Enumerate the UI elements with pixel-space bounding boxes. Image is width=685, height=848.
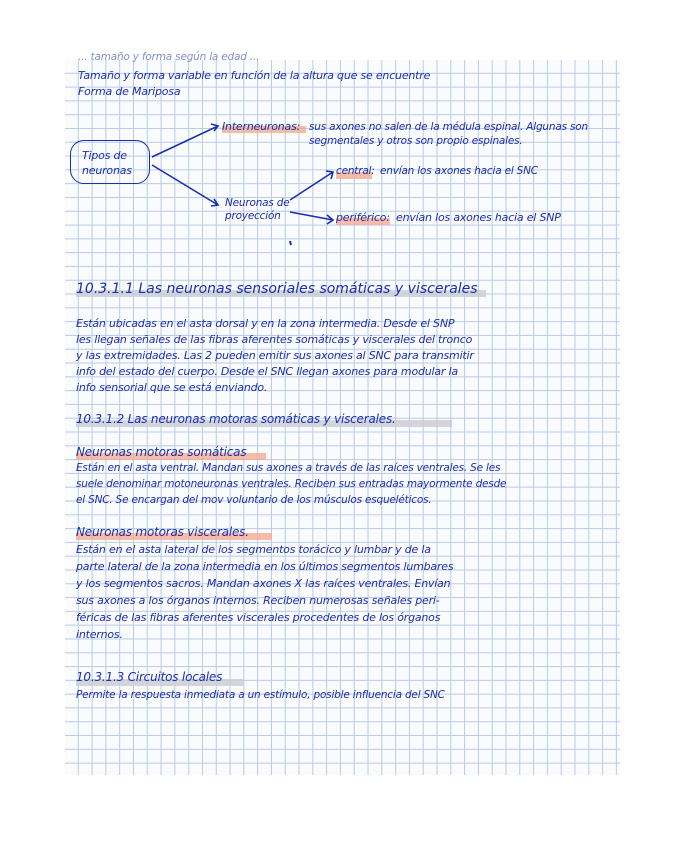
arrow-to-proyeccion — [152, 165, 218, 205]
sec2-p1-line-3: el SNC. Se encargan del mov voluntario de los músculos esqueléticos. — [76, 494, 432, 506]
top-line-2: Forma de Mariposa — [78, 85, 181, 98]
sec2-sub2: Neuronas motoras viscerales. — [76, 525, 249, 539]
central-label: central: — [336, 165, 375, 177]
root-node-line2: neuronas — [82, 164, 132, 177]
sec2-title: 10.3.1.2 Las neuronas motoras somáticas y viscerales. — [76, 412, 396, 426]
sec2-p2-line-3: y los segmentos sacros. Mandan axones X las raíces ventrales. Envían — [76, 577, 451, 590]
sec2-p2-line-4: sus axones a los órganos internos. Reciben numerosas señales peri- — [76, 594, 440, 607]
root-node-line1: Tipos de — [82, 149, 127, 162]
periferico-desc: envían los axones hacia el SNP — [396, 211, 561, 224]
interneuronas-label: Interneuronas: — [222, 120, 301, 133]
sec1-line-4: info del estado del cuerpo. Desde el SNC llegan axones para modular la — [76, 365, 458, 378]
sec1-line-2: les llegan señales de las fibras aferentes somáticas y viscerales del tronco — [76, 333, 473, 346]
sec1-line-5: info sensorial que se está enviando. — [76, 381, 268, 394]
sec2-p2-line-2: parte lateral de la zona intermedia en los últimos segmentos lumbares — [76, 560, 454, 573]
interneuronas-desc-2: segmentales y otros son propio espinales. — [309, 135, 523, 147]
sec1-line-1: Están ubicadas en el asta dorsal y en la zona intermedia. Desde el SNP — [76, 317, 455, 330]
arrow-to-interneuronas — [152, 126, 218, 157]
periferico-label: periférico: — [336, 211, 390, 224]
proyeccion-line1: Neuronas de — [225, 197, 290, 209]
root-node-border — [70, 140, 150, 184]
sec1-line-3: y las extremidades. Las 2 pueden emitir sus axones al SNC para transmitir — [76, 349, 474, 362]
arrow-to-central — [290, 172, 333, 200]
top-line-1: Tamaño y forma variable en función de la altura que se encuentre — [78, 69, 431, 82]
arrow-to-periferico — [290, 212, 333, 220]
cut-off-line: ... tamaño y forma según la edad ... — [78, 51, 260, 63]
proyeccion-line2: proyección — [225, 210, 281, 222]
sec2-p2-line-5: féricas de las fibras aferentes viscerales procedentes de los órganos — [76, 611, 441, 624]
sec2-p2-line-6: internos. — [76, 628, 123, 641]
interneuronas-desc-1: sus axones no salen de la médula espinal. Algunas son — [309, 121, 588, 133]
sec2-p1-line-1: Están en el asta ventral. Mandan sus axones a través de las raíces ventrales. Se les — [76, 462, 501, 474]
sec2-p1-line-2: suele denominar motoneuronas ventrales. Reciben sus entradas mayormente desde — [76, 478, 507, 490]
sec2-sub1: Neuronas motoras somáticas — [76, 445, 247, 459]
sec3-line-1: Permite la respuesta inmediata a un estímulo, posible influencia del SNC — [76, 689, 445, 701]
sec2-p2-line-1: Están en el asta lateral de los segmentos torácico y lumbar y de la — [76, 543, 431, 556]
sec1-title: 10.3.1.1 Las neuronas sensoriales somáticas y viscerales — [76, 281, 478, 297]
sec3-title: 10.3.1.3 Circuitos locales — [76, 670, 223, 684]
central-desc: envían los axones hacia el SNC — [380, 165, 538, 177]
